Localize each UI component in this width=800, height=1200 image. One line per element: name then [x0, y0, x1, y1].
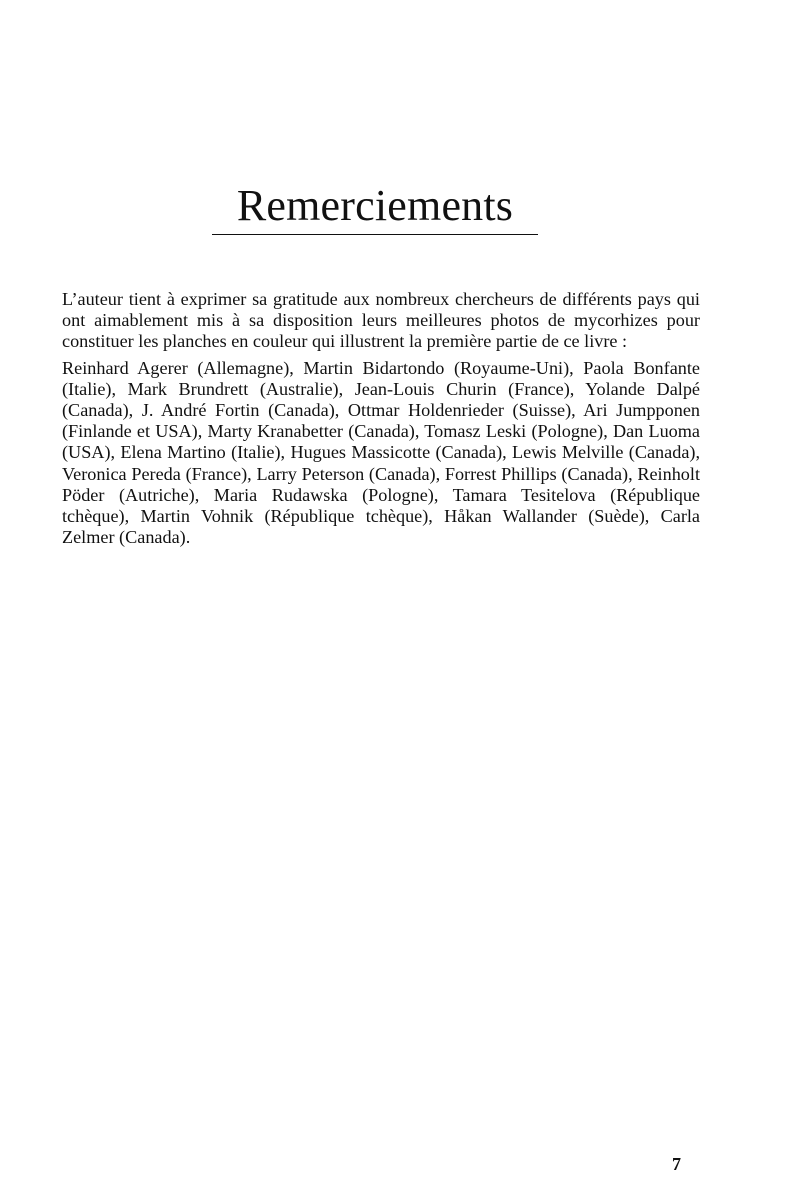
page-number: 7 [672, 1154, 681, 1174]
contributors-paragraph: Reinhard Agerer (Allemagne), Martin Bidartondo (Royaume-Uni), Paola Bonfante (Italie), Mark Brundrett (Australie), Jean-Louis Churin (France), Yolande Dalpé (Canada), J. André Fortin (Canada), Ottmar Holdenrieder (Suisse), Ari Jumpponen (Finlande et USA), Marty Kranabetter (Canada), Tomasz Leski (Pologne), Dan Luoma (USA), Elena Martino (Italie), Hugues Massicotte (Canada), Lewis Melville (Canada), Veronica Pereda (France), Larry Peterson (Canada), Forrest Phillips (Canada), Reinholt Pöder (Autriche), Maria Rudawska (Pologne), Tamara Tesitelova (République tchèque), Martin Vohnik (République tchèque), Håkan Wallander (Suède), Carla Zelmer (Canada). [62, 357, 700, 548]
page-title: Remerciements [236, 181, 514, 230]
acknowledgements-body [62, 289, 700, 548]
intro-paragraph: L’auteur tient à exprimer sa gratitude aux nombreux chercheurs de différents pays qui ont aimablement mis à sa disposition leurs meilleures photos de mycorhizes pour constituer les planches en couleur qui illustrent la première partie de ce livre : [62, 289, 700, 352]
title-underline [212, 234, 538, 235]
